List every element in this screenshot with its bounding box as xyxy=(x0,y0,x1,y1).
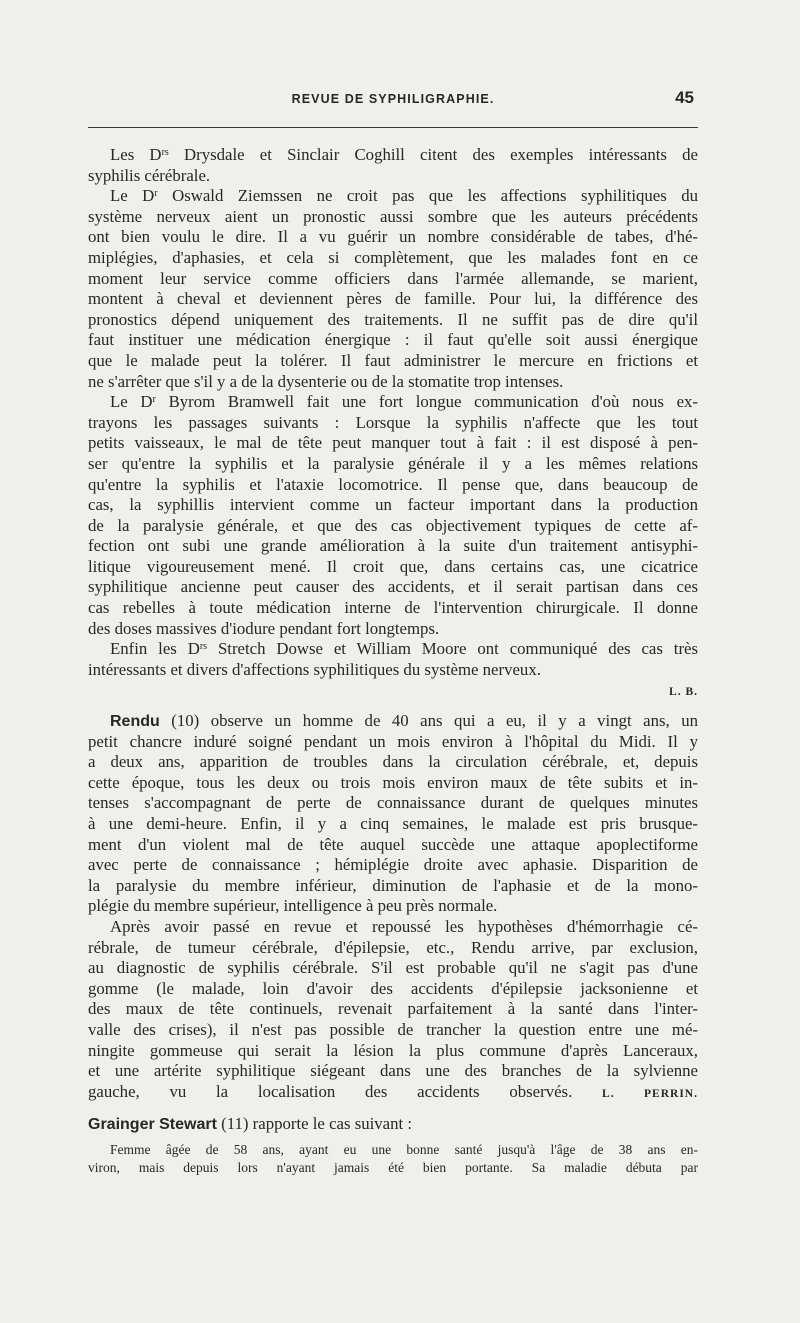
paragraph-line: valle des crises), il n'est pas possible de trancher la question entre une mé- xyxy=(88,1019,698,1039)
paragraph-line: trayons les passages suivants : Lorsque la syphilis n'affecte que les tout xyxy=(88,412,698,432)
paragraph-line: des maux de tête continuels, revenait parfaitement à la santé dans l'inter- xyxy=(88,999,698,1019)
signature: L. PERRIN. xyxy=(602,1087,698,1100)
text: Enfin les D xyxy=(110,639,200,659)
header-rule xyxy=(88,127,698,128)
article-body xyxy=(88,145,698,1177)
signature: L. B. xyxy=(669,686,698,699)
running-title: REVUE DE SYPHILIGRAPHIE. xyxy=(291,92,495,106)
paragraph-line: a deux ans, apparition de troubles dans la circulation cérébrale, et, depuis xyxy=(88,752,698,772)
paragraph-line xyxy=(88,145,698,166)
paragraph-line xyxy=(88,392,698,413)
paragraph-line: et une artérite syphilitique siégeant dans une des branches de la sylvienne xyxy=(88,1061,698,1081)
paragraph-line: de la paralysie générale, et que des cas objectivement typiques de cette af- xyxy=(88,515,698,535)
superscript: r xyxy=(152,394,156,406)
paragraph-line: litique vigoureusement mené. Il croit que, dans certains cas, une cicatrice xyxy=(88,556,698,576)
paragraph-line: la paralysie du membre inférieur, diminution de l'aphasie et de la mono- xyxy=(88,875,698,895)
paragraph-line: cas rebelles à toute médication interne de l'intervention chirurgicale. Il donne xyxy=(88,598,698,618)
paragraph-line: montent à cheval et deviennent pères de famille. Pour lui, la différence des xyxy=(88,289,698,309)
text: Oswald Ziemssen ne croit pas que les affections syphilitiques du xyxy=(157,186,699,206)
paragraph-line: tenses s'accompagnant de perte de connaissance durant de quelques minutes xyxy=(88,793,698,813)
text: (10) observe un homme de 40 ans qui a eu, il y a vingt ans, un xyxy=(159,711,698,731)
text: Les D xyxy=(110,145,162,164)
paragraph-line: ne s'arrêter que s'il y a de la dysenterie ou de la stomatite trop intenses. xyxy=(88,371,564,391)
text: Stretch Dowse et William Moore ont communiqué des cas très xyxy=(207,639,699,659)
paragraph-line xyxy=(88,1114,698,1135)
paragraph-line xyxy=(88,711,698,732)
paragraph-line: intéressants et divers d'affections syphilitiques du système nerveux. xyxy=(88,659,541,679)
section-gap xyxy=(88,701,698,711)
paragraph-line: cette époque, tous les deux ou trois mois environ maux de tête subits et in- xyxy=(88,772,698,792)
paragraph-line: plégie du membre supérieur, intelligence à peu près normale. xyxy=(88,896,498,916)
paragraph-line: syphilitique ancienne peut causer des accidents, et il serait partisan dans ces xyxy=(88,577,698,597)
superscript: r xyxy=(154,188,158,200)
paragraph-line: des doses massives d'iodure pendant fort longtemps. xyxy=(88,618,440,638)
text: Byrom Bramwell fait une fort longue communication d'où nous ex- xyxy=(155,392,698,412)
paragraph-line: faut instituer une médication énergique : il faut qu'elle soit aussi énergique xyxy=(88,330,698,350)
paragraph-line xyxy=(88,1082,698,1103)
paragraph-line: pronostics dépend uniquement des traitements. Il ne suffit pas de dire qu'il xyxy=(88,309,698,329)
paragraph-line: cas, la syphillis intervient comme un facteur important dans la production xyxy=(88,495,698,515)
paragraph-line xyxy=(88,186,698,207)
paragraph-line: système nerveux aient un pronostic aussi sombre que les auteurs précédents xyxy=(88,206,698,226)
paragraph-line: à une demi-heure. Enfin, il y a cinq semaines, le malade est pris brusque- xyxy=(88,814,698,833)
paragraph-line: ningite gommeuse qui serait la lésion la plus commune d'après Lanceraux, xyxy=(88,1040,698,1060)
paragraph-line: ser qu'entre la syphilis et la paralysie générale il y a les mêmes relations xyxy=(88,453,698,473)
signature-line xyxy=(88,680,698,701)
paragraph-line: Après avoir passé en revue et repoussé les hypothèses d'hémorrhagie cé- xyxy=(110,916,698,936)
section-gap xyxy=(88,1102,698,1114)
paragraph-line: gomme (le malade, loin d'avoir des accidents d'épilepsie jacksonienne et xyxy=(88,978,698,998)
paragraph-line: fection ont subi une grande amélioration à la suite d'un traitement antisyphi- xyxy=(88,536,698,556)
paragraph-line: qu'entre la syphilis et l'ataxie locomotrice. Il pense que, dans beaucoup de xyxy=(88,474,698,494)
paragraph-line: petits vaisseaux, le mal de tête peut manquer tout à fait : il est disposé à pen- xyxy=(88,433,698,453)
paragraph-line: syphilis cérébrale. xyxy=(88,165,211,185)
text: Le D xyxy=(110,392,153,412)
paragraph-line: ment d'un violent mal de tête auquel succède une attaque apoplectiforme xyxy=(88,834,698,854)
paragraph-line: au diagnostic de syphilis cérébrale. S'il est probable qu'il ne s'agit pas d'une xyxy=(88,958,698,978)
text: gauche, vu la localisation des accidents observés. xyxy=(88,1081,573,1101)
paragraph-line: petit chancre induré soigné pendant un mois environ à l'hôpital du Midi. Il y xyxy=(88,731,698,751)
paragraph-line xyxy=(88,639,698,660)
paragraph-line: que le malade peut la tolérer. Il faut administrer le mercure en frictions et xyxy=(88,350,698,370)
page xyxy=(88,88,699,1175)
page-number: 45 xyxy=(675,88,694,107)
author-name: Grainger Stewart xyxy=(88,1116,217,1134)
page-header xyxy=(88,88,698,116)
text: (11) rapporte le cas suivant : xyxy=(216,1114,413,1134)
superscript: rs xyxy=(199,641,208,653)
text: Drysdale et Sinclair Coghill citent des exemples intéressants de xyxy=(168,145,698,164)
paragraph-line: miplégies, d'aphasies, et cela si complètement, que les malades font en ce xyxy=(88,247,698,267)
text: Le D xyxy=(110,186,155,206)
quoted-line: viron, mais depuis lors n'ayant jamais été bien portante. Sa maladie débuta par xyxy=(88,1159,698,1175)
paragraph-line: rébrale, de tumeur cérébrale, d'épilepsie, etc., Rendu arrive, par exclusion, xyxy=(88,937,698,957)
superscript: rs xyxy=(161,147,169,158)
paragraph-line: avec perte de connaissance ; hémiplégie droite avec aphasie. Disparition de xyxy=(88,855,698,875)
author-name: Rendu xyxy=(110,713,160,731)
paragraph-line: moment leur service comme officiers dans l'armée allemande, se marient, xyxy=(88,268,698,288)
quoted-line: Femme âgée de 58 ans, ayant eu une bonne santé jusqu'à l'âge de 38 ans en- xyxy=(110,1141,698,1157)
paragraph-line: ont bien voulu le dire. Il a vu guérir un nombre considérable de tabes, d'hé- xyxy=(88,227,698,247)
